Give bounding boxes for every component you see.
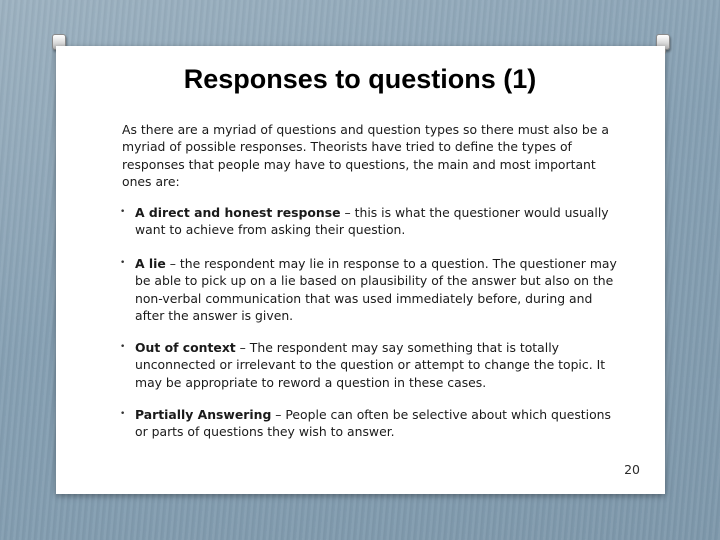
page-number: 20: [624, 462, 640, 477]
intro-paragraph: As there are a myriad of questions and question types so there must also be a myriad of possible responses. Theorists have tried to define the types of responses that people may have to questions, the main and most important ones are:: [122, 122, 609, 189]
bullet-term: A lie: [135, 256, 166, 271]
bullet-icon: •: [120, 342, 126, 352]
bullet-item-direct-response: [120, 204, 620, 239]
bullet-description: – The respondent may say something that is totally unconnected or irrelevant to the question or attempt to change the topic. It may be appropriate to reword a question in these cases.: [135, 340, 606, 390]
bullet-description: – this is what the questioner would usually want to achieve from asking their question.: [135, 205, 609, 238]
bullet-icon: •: [120, 409, 126, 419]
bullet-item-out-of-context: [120, 339, 620, 391]
bullet-icon: •: [120, 207, 126, 217]
bullet-term: Out of context: [135, 340, 236, 355]
bullet-term: Partially Answering: [135, 407, 272, 422]
bullet-text: [135, 339, 620, 391]
bullet-term: A direct and honest response: [135, 205, 341, 220]
bullet-text: [135, 204, 620, 239]
bullet-icon: •: [120, 258, 126, 268]
bullet-description: – People can often be selective about which questions or parts of questions they wish to answer.: [135, 407, 611, 440]
bullet-text: [135, 406, 620, 441]
bullet-item-lie: [120, 255, 620, 324]
bullet-item-partially-answering: [120, 406, 620, 441]
bullet-text: [135, 255, 620, 324]
bullet-description: – the respondent may lie in response to a question. The questioner may be able to pick up on a lie based on plausibility of the answer but also on the non-verbal communication that was used immediately before, during and after the answer is given.: [135, 256, 617, 323]
slide-title: Responses to questions (1): [183, 64, 537, 94]
